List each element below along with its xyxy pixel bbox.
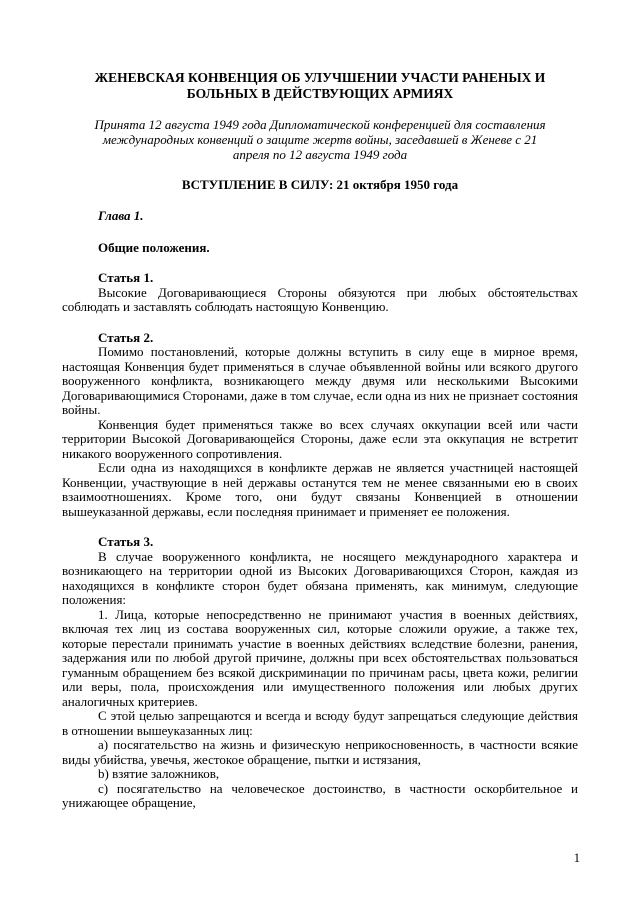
- document-subtitle: Принята 12 августа 1949 года Дипломатической конференцией для составления международных конвенций о защите жертв войны, заседавшей в Женеве с 21 апреля по 12 августа 1949 года: [94, 117, 546, 162]
- article-paragraph: Если одна из находящихся в конфликте держав не является участницей настоящей Конвенции, участвующие в ней державы останутся тем не менее связанными ею в своих взаимоотношениях. Кроме того, они будут связаны Конвенцией в отношении вышеуказанной державы, если последняя принимает и применяет ее положения.: [62, 460, 578, 519]
- article-3-heading: Статья 3.: [98, 534, 154, 549]
- article-2-heading: Статья 2.: [98, 329, 154, 345]
- article-3: [62, 535, 578, 811]
- document-title: ЖЕНЕВСКАЯ КОНВЕНЦИЯ ОБ УЛУЧШЕНИИ УЧАСТИ РАНЕНЫХ И БОЛЬНЫХ В ДЕЙСТВУЮЩИХ АРМИЯХ: [94, 70, 546, 101]
- article-2: [62, 331, 578, 520]
- chapter-subheading: Общие положения.: [98, 239, 210, 255]
- page-number: 1: [573, 851, 580, 865]
- article-paragraph: В случае вооруженного конфликта, не носящего международного характера и возникающего на территории одной из Высоких Договаривающихся Сторон, каждая из находящихся в конфликте сторон будет обязана применять, как минимум, следующие положения:: [62, 548, 578, 607]
- article-paragraph: 1. Лица, которые непосредственно не принимают участия в военных действиях, включая тех лиц из состава вооруженных сил, которые сложили оружие, а также тех, которые перестали принимать участие в военных действиях вследствие болезни, ранения, задержания или по любой другой причине, должны при всех обстоятельствах пользоваться гуманным обращением без всякой дискриминации по причинам расы, цвета кожи, религии или веры, пола, происхождения или имущественного положения или любых других аналогичных критериев.: [62, 606, 578, 709]
- article-paragraph: С этой целью запрещаются и всегда и всюду будут запрещаться следующие действия в отношении вышеуказанных лиц:: [62, 708, 578, 738]
- article-1: [62, 271, 578, 315]
- article-paragraph: Высокие Договаривающиеся Стороны обязуются при любых обстоятельствах соблюдать и заставлять соблюдать настоящую Конвенцию.: [62, 284, 578, 314]
- article-paragraph: Конвенция будет применяться также во всех случаях оккупации всей или части территории Высокой Договаривающейся Стороны, даже если эта оккупация не встретит никакого вооруженного сопротивления.: [62, 416, 578, 461]
- article-list-item-c: с) посягательство на человеческое достоинство, в частности оскорбительное и унижающее обращение,: [62, 780, 578, 810]
- article-list-item-a: а) посягательство на жизнь и физическую неприкосновенность, в частности всякие виды убийства, увечья, жестокое обращение, пытки и истязания,: [62, 737, 578, 767]
- article-list-item-b: b) взятие заложников,: [98, 766, 220, 781]
- entry-into-force: ВСТУПЛЕНИЕ В СИЛУ: 21 октября 1950 года: [181, 177, 459, 192]
- article-1-heading: Статья 1.: [98, 270, 154, 285]
- chapter-heading: Глава 1.: [98, 208, 144, 223]
- article-paragraph: Помимо постановлений, которые должны вступить в силу еще в мирное время, настоящая Конвенция будет применяться в случае объявленной войны или всякого другого вооруженного конфликта, возникающего между двумя или несколькими Высокими Договаривающимися Сторонами, даже в том случае, если одна из них не признает состояния войны.: [62, 344, 579, 417]
